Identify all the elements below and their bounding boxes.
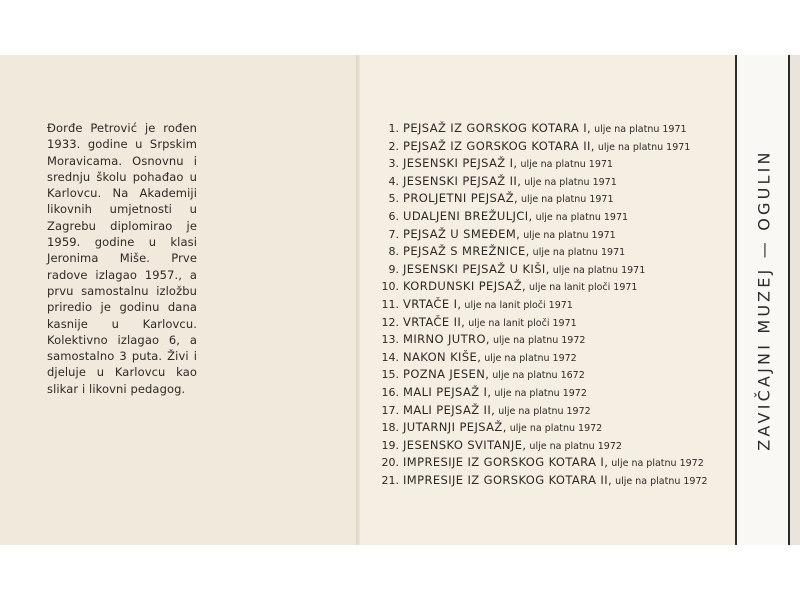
work-number: 17. [381,403,399,417]
work-title: JUTARNJI PEJSAŽ, [403,420,507,435]
work-title: VRTAČE I, [403,296,462,311]
work-item [378,454,708,472]
work-technique: ulje na platnu 1972 [509,423,603,435]
work-technique: ulje na platnu 1972 [615,475,708,487]
work-title: IMPRESIJE IZ GORSKOG KOTARA I, [403,455,609,470]
work-item [378,243,708,261]
work-item [378,261,708,279]
work-number: 6. [388,209,399,223]
work-number: 9. [388,262,399,276]
work-item [378,155,708,173]
work-title: POZNA JESEN, [403,367,490,382]
work-number: 15. [381,368,399,382]
paper-edge [790,55,800,545]
work-title: PEJSAŽ IZ GORSKOG KOTARA II, [403,138,595,153]
work-title: JESENSKI PEJSAŽ II, [403,173,522,188]
work-item [378,349,708,367]
museum-name: ZAVIČAJNI MUZEJ — OGULIN [754,149,774,451]
work-title: PEJSAŽ IZ GORSKOG KOTARA I, [403,121,592,135]
work-technique: ulje na platnu 1972 [529,440,622,452]
work-item [378,402,708,420]
work-title: JESENSKI PEJSAŽ I, [403,156,518,171]
work-technique: ulje na lanit ploči 1971 [464,299,573,311]
work-technique: ulje na platnu 1971 [520,159,613,171]
work-number: 13. [381,333,399,347]
work-item [378,384,708,402]
work-number: 16. [381,385,399,399]
work-number: 2. [388,139,399,153]
work-technique: ulje na platnu 1972 [611,458,704,470]
work-number: 12. [381,315,399,329]
work-number: 1. [388,122,399,135]
work-item [378,331,708,349]
work-technique: ulje na platnu 1971 [524,176,617,188]
work-title: MALI PEJSAŽ II, [403,402,496,417]
work-item [378,278,708,296]
work-item [378,190,708,208]
work-technique: ulje na platnu 1972 [484,352,577,364]
work-title: MIRNO JUTRO, [403,332,490,347]
work-title: KORDUNSKI PEJSAŽ, [403,279,527,294]
work-item [378,120,708,138]
work-number: 18. [381,421,399,435]
work-item [378,208,708,226]
work-item [378,437,708,455]
work-technique: ulje na platnu 1971 [594,124,687,135]
work-item [378,472,708,490]
work-item [378,419,708,437]
work-technique: ulje na platnu 1972 [494,387,587,399]
work-number: 3. [388,157,399,171]
catalogue-scan [0,55,800,545]
work-number: 5. [388,192,399,206]
work-number: 19. [381,438,399,452]
work-title: JESENSKI PEJSAŽ U KIŠI, [403,261,550,276]
work-title: PEJSAŽ U SMEĐEM, [403,226,521,241]
work-number: 7. [388,227,399,241]
work-item [378,173,708,191]
work-number: 21. [381,473,399,487]
work-item [378,314,708,332]
work-title: NAKON KIŠE, [403,349,482,364]
work-number: 14. [381,350,399,364]
work-number: 20. [381,456,399,470]
work-technique: ulje na platnu 1971 [597,141,691,153]
work-technique: ulje na lanit ploči 1971 [529,282,638,294]
work-technique: ulje na lanit ploči 1971 [468,317,577,329]
work-technique: ulje na platnu 1972 [492,335,586,347]
work-item [378,226,708,244]
work-number: 8. [388,245,399,259]
work-title: PEJSAŽ S MREŽNICE, [403,244,530,259]
work-technique: ulje na platnu 1971 [532,247,626,259]
work-technique: ulje na platnu 1971 [535,211,629,223]
work-title: JESENSKO SVITANJE, [403,437,527,452]
work-number: 4. [388,174,399,188]
work-number: 11. [381,297,399,311]
work-item [378,138,708,156]
work-number: 10. [381,280,399,294]
work-technique: ulje na platnu 1971 [523,229,616,241]
work-technique: ulje na platnu 1971 [552,264,646,276]
work-title: MALI PEJSAŽ I, [403,384,492,399]
work-title: PROLJETNI PEJSAŽ, [403,191,519,206]
work-title: IMPRESIJE IZ GORSKOG KOTARA II, [403,472,613,487]
museum-spine [735,55,790,545]
work-technique: ulje na platnu 1971 [521,194,614,206]
work-title: VRTAČE II, [403,314,466,329]
work-item [378,296,708,314]
work-item [378,366,708,384]
works-list [378,120,708,489]
work-technique: ulje na platnu 1972 [498,405,591,417]
artist-biography: Đorđe Petrović je rođen 1933. godine u Srpskim Moravicama. Osnovnu i srednju školu pohađao u Karlovcu. Na Akademiji likovnih umjetnosti u Zagrebu diplomirao je 1959. godine u klasi Jeronima Miše. Prve radove izlagao 1957., a prvu samostalnu izložbu priredio je godinu dana kasnije u Karlovcu. Kolektivno izlagao 6, a samostalno 3 puta. Živi i djeluje u Karlovcu kao slikar i likovni pedagog. [47,121,197,396]
work-technique: ulje na platnu 1672 [492,370,585,382]
work-title: UDALJENI BREŽULJCI, [403,208,533,223]
